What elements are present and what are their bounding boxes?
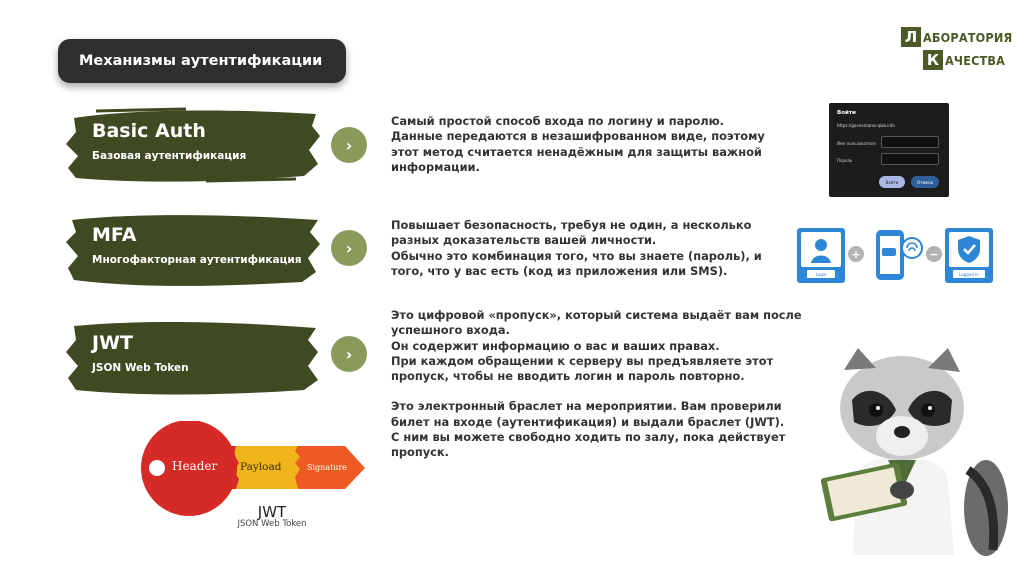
login-card-icon: Login: [797, 228, 845, 283]
mechanism-jwt: [66, 318, 324, 398]
mechanism-name: Basic Auth: [92, 120, 206, 142]
mechanism-name: JWT: [92, 332, 133, 354]
mechanism-subtitle: JSON Web Token: [92, 362, 189, 374]
chevron-right-icon: ›: [345, 344, 353, 364]
chevron-right-icon: ›: [345, 135, 353, 155]
minus-icon: −: [926, 246, 942, 262]
chevron-right-icon: ›: [345, 238, 353, 258]
logged-in-card-icon: Logged In: [945, 228, 993, 283]
login-form-illustration: Войти https://govnorkarov.qlab.info Имя пользователя Пароль Войти Отмена: [829, 103, 949, 197]
page-title: Механизмы аутентификации: [58, 39, 346, 83]
company-logo: Л АБОРАТОРИЯ К АЧЕСТВА: [901, 27, 1013, 73]
mechanism-name: MFA: [92, 224, 137, 246]
mechanism-subtitle: Базовая аутентификация: [92, 150, 247, 162]
mechanism-basic-auth: [66, 106, 324, 186]
raccoon-mascot-image: [818, 340, 1018, 562]
jwt-caption: JWT JSON Web Token: [237, 503, 307, 529]
mechanism-description-jwt: Это цифровой «пропуск», который система выдаёт вам после успешного входа. Он содержит информацию о вас и ваших правах. При каждом обращении к серверу вы предъявляете этот пропуск, чтобы не вводить логин и пароль повторно. Это электронный браслет на мероприятии. Вам проверили билет на входе (аутентификация) и выдали браслет (JWT). С ним вы можете свободно ходить по залу, пока действует пропуск.: [391, 308, 802, 460]
mechanism-description-basic: Самый простой способ входа по логину и паролю. Данные передаются в незашифрованном виде, поэтому этот метод считается ненадёжным для защиты важной информации.: [391, 114, 765, 174]
plus-icon: +: [848, 246, 864, 262]
mechanism-subtitle: Многофакторная аутентификация: [92, 254, 302, 266]
mechanism-mfa: [66, 210, 324, 290]
jwt-payload-label: Payload: [240, 461, 282, 473]
jwt-signature-label: Signature: [307, 463, 348, 472]
jwt-header-label: Header: [172, 459, 218, 473]
expand-arrow-button[interactable]: [331, 230, 367, 266]
expand-arrow-button[interactable]: [331, 127, 367, 163]
mechanism-description-mfa: Повышает безопасность, требуя не один, а несколько разных доказательств вашей личности. Обычно это комбинация того, что вы знаете (пароль), и того, что у вас есть (код из приложения или SMS).: [391, 218, 762, 278]
expand-arrow-button[interactable]: [331, 336, 367, 372]
phone-fingerprint-icon: [866, 228, 926, 282]
